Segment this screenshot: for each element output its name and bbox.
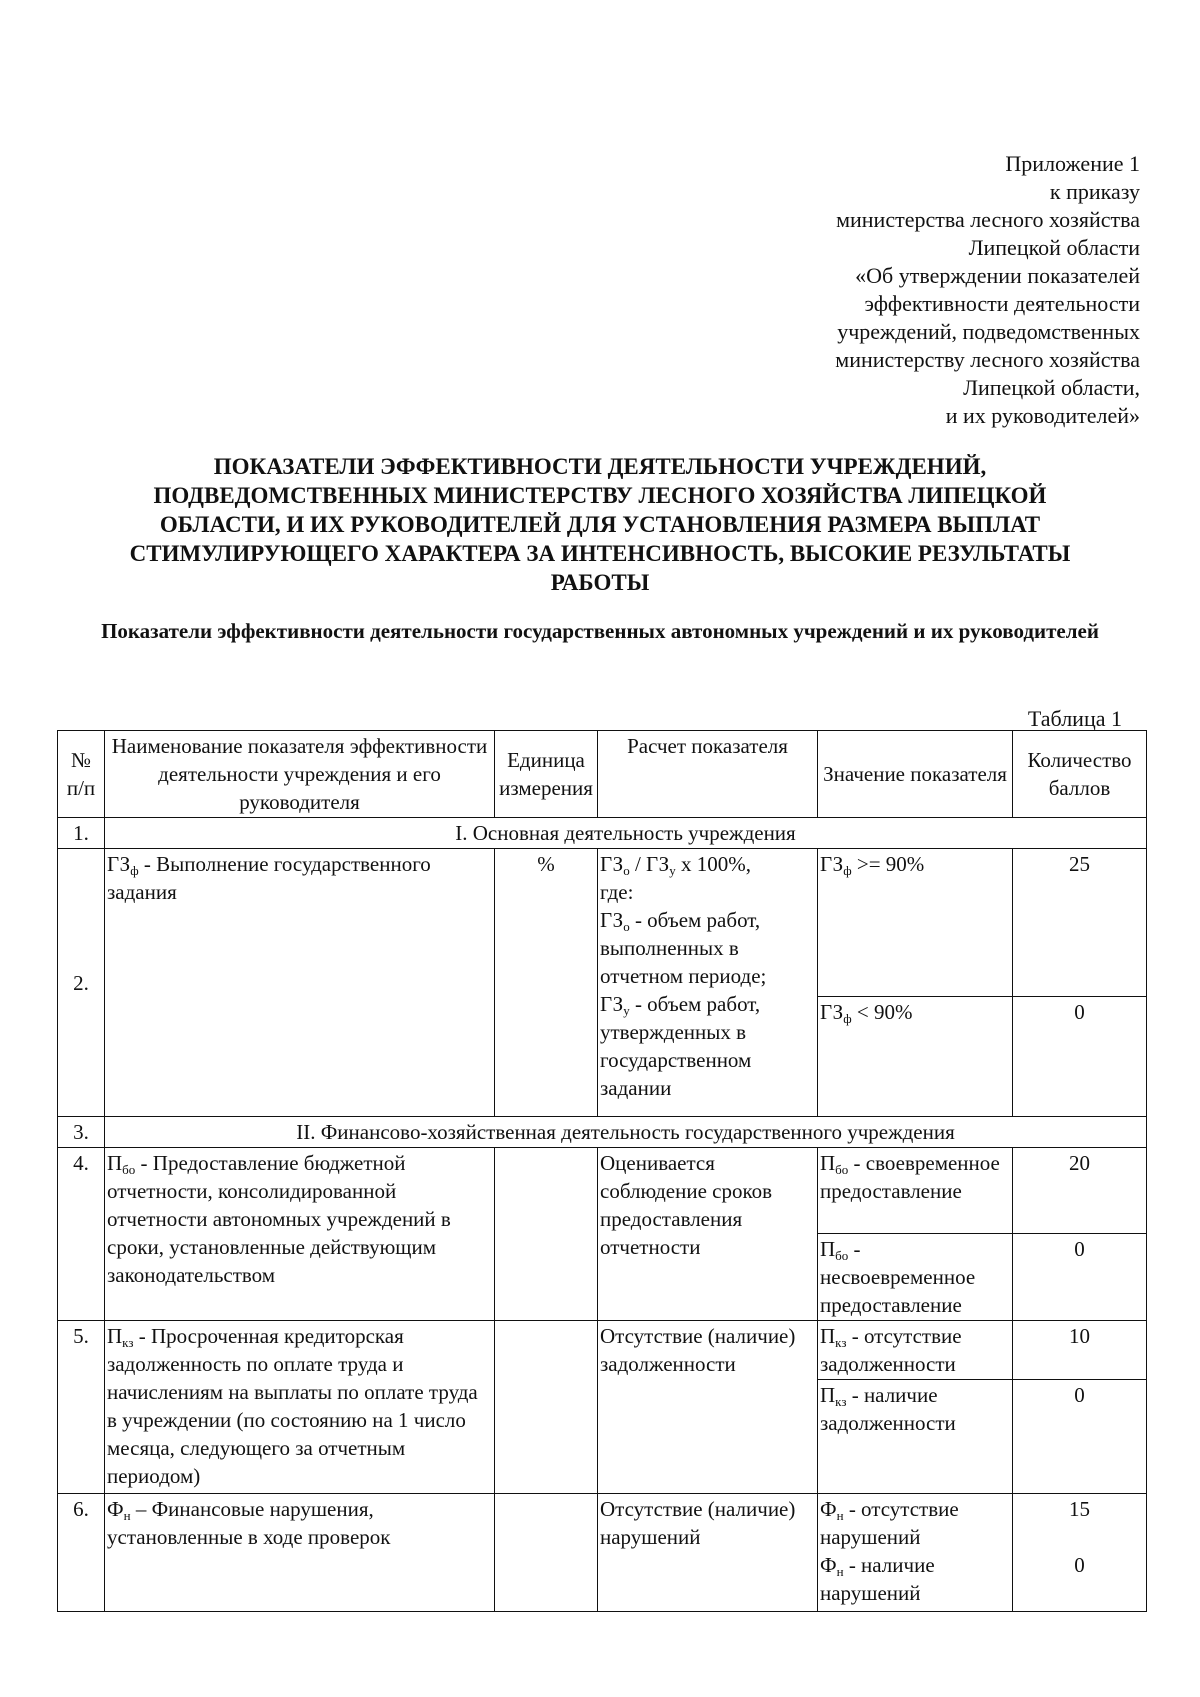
row-num: 5. bbox=[58, 1321, 105, 1494]
value-subscript: ф bbox=[843, 1011, 852, 1026]
document-subtitle: Показатели эффективности деятельности государственных автономных учреждений и их руководителей bbox=[101, 619, 1099, 643]
formula-sub: о bbox=[623, 919, 630, 934]
table-row bbox=[58, 1321, 1147, 1380]
value-symbol: П bbox=[820, 1383, 836, 1407]
appendix-line: Приложение 1 bbox=[1005, 151, 1140, 176]
formula-part: / ГЗ bbox=[629, 852, 670, 876]
header-num: № п/п bbox=[58, 731, 105, 818]
unit-cell: % bbox=[495, 849, 598, 1117]
row-num: 4. bbox=[58, 1148, 105, 1321]
formula-def bbox=[600, 906, 815, 990]
row-num: 1. bbox=[58, 818, 105, 849]
header-name: Наименование показателя эффективности деятельности учреждения и его руководителя bbox=[105, 731, 495, 818]
formula-part: х 100%, bbox=[675, 852, 751, 876]
appendix-line: министерству лесного хозяйства bbox=[835, 347, 1140, 372]
row-num: 2. bbox=[58, 849, 105, 1117]
score-cell: 20 bbox=[1013, 1148, 1147, 1234]
calc-cell: Отсутствие (наличие) задолженности bbox=[598, 1321, 818, 1494]
header-value: Значение показателя bbox=[818, 731, 1013, 818]
indicator-subscript: бо bbox=[122, 1162, 136, 1177]
value-line bbox=[820, 1495, 1010, 1551]
score-cell bbox=[1013, 1494, 1147, 1612]
score-cell: 25 bbox=[1013, 849, 1147, 997]
value-cell bbox=[818, 997, 1013, 1117]
appendix-line: министерства лесного хозяйства bbox=[836, 207, 1140, 232]
value-cell bbox=[818, 1321, 1013, 1380]
value-text: - отсутствие задолженности bbox=[820, 1324, 962, 1376]
formula-part: ГЗ bbox=[600, 992, 624, 1016]
appendix-block bbox=[580, 150, 1140, 430]
indicator-text: - Просроченная кредиторская задолженность по оплате труда и начислениям на выплаты по оплате труда в учреждении (по состоянию на 1 число месяца, следующего за отчетным периодом) bbox=[107, 1324, 478, 1488]
table-row bbox=[58, 1117, 1147, 1148]
value-symbol: Ф bbox=[820, 1553, 837, 1577]
value-subscript: н bbox=[836, 1564, 844, 1579]
value-subscript: бо bbox=[835, 1248, 849, 1263]
value-subscript: бо bbox=[835, 1162, 849, 1177]
value-text: - отсутствие нарушений bbox=[820, 1497, 959, 1549]
value-cell bbox=[818, 1380, 1013, 1494]
formula-part: - объем работ, выполненных в отчетном периоде; bbox=[600, 908, 767, 988]
formula-sub: о bbox=[623, 863, 630, 878]
value-cell bbox=[818, 1234, 1013, 1321]
unit-cell bbox=[495, 1494, 598, 1612]
section-title: II. Финансово-хозяйственная деятельность государственного учреждения bbox=[105, 1117, 1147, 1148]
value-line bbox=[820, 1551, 1010, 1607]
value-subscript: ф bbox=[843, 863, 852, 878]
value-text: - наличие нарушений bbox=[820, 1553, 935, 1605]
indicator-subscript: ф bbox=[130, 863, 139, 878]
score-cell: 0 bbox=[1013, 1380, 1147, 1494]
value-subscript: кз bbox=[835, 1335, 847, 1350]
formula-sub: у bbox=[669, 863, 676, 878]
formula-sub: у bbox=[623, 1003, 630, 1018]
value-text: - несвоевременное предоставление bbox=[820, 1237, 976, 1317]
header-calc: Расчет показателя bbox=[598, 731, 818, 818]
indicator-symbol: П bbox=[107, 1151, 123, 1175]
value-symbol: П bbox=[820, 1237, 836, 1261]
value-symbol: ГЗ bbox=[820, 1000, 844, 1024]
score-line: 0 bbox=[1074, 1553, 1085, 1577]
indicator-name bbox=[105, 1321, 495, 1494]
indicator-symbol: Ф bbox=[107, 1497, 124, 1521]
calc-cell: Отсутствие (наличие) нарушений bbox=[598, 1494, 818, 1612]
indicator-name bbox=[105, 849, 495, 1117]
indicator-name bbox=[105, 1148, 495, 1321]
score-cell: 0 bbox=[1013, 1234, 1147, 1321]
document-title: ПОКАЗАТЕЛИ ЭФФЕКТИВНОСТИ ДЕЯТЕЛЬНОСТИ УЧРЕЖДЕНИЙ, ПОДВЕДОМСТВЕННЫХ МИНИСТЕРСТВУ ЛЕСНОГО ХОЗЯЙСТВА ЛИПЕЦКОЙ ОБЛАСТИ, И ИХ РУКОВОДИТЕЛЕЙ ДЛЯ УСТАНОВЛЕНИЯ РАЗМЕРА ВЫПЛАТ СТИМУЛИРУЮЩЕГО ХАРАКТЕРА ЗА ИНТЕНСИВНОСТЬ, ВЫСОКИЕ РЕЗУЛЬТАТЫ РАБОТЫ bbox=[129, 454, 1071, 595]
appendix-line: и их руководителей» bbox=[945, 403, 1140, 428]
unit-cell bbox=[495, 1148, 598, 1321]
appendix-line: Липецкой области bbox=[968, 235, 1140, 260]
indicator-symbol: ГЗ bbox=[107, 852, 131, 876]
table-row bbox=[58, 1148, 1147, 1234]
indicator-symbol: П bbox=[107, 1324, 123, 1348]
row-num: 3. bbox=[58, 1117, 105, 1148]
value-cell bbox=[818, 849, 1013, 997]
value-symbol: ГЗ bbox=[820, 852, 844, 876]
appendix-line: к приказу bbox=[1049, 179, 1140, 204]
table-row bbox=[58, 849, 1147, 997]
score-cell: 10 bbox=[1013, 1321, 1147, 1380]
value-symbol: Ф bbox=[820, 1497, 837, 1521]
formula-part: ГЗ bbox=[600, 852, 624, 876]
value-symbol: П bbox=[820, 1151, 836, 1175]
formula bbox=[600, 850, 815, 878]
formula-where: где: bbox=[600, 880, 634, 904]
formula-part: ГЗ bbox=[600, 908, 624, 932]
section-title: I. Основная деятельность учреждения bbox=[105, 818, 1147, 849]
value-symbol: П bbox=[820, 1324, 836, 1348]
indicator-text: - Предоставление бюджетной отчетности, консолидированной отчетности автономных учреждений в сроки, установленные действующим законодательством bbox=[107, 1151, 451, 1287]
header-score: Количество баллов bbox=[1013, 731, 1147, 818]
value-text: >= 90% bbox=[851, 852, 925, 876]
row-num: 6. bbox=[58, 1494, 105, 1612]
value-cell bbox=[818, 1494, 1013, 1612]
appendix-line: учреждений, подведомственных bbox=[837, 319, 1140, 344]
indicator-text: – Финансовые нарушения, установленные в ходе проверок bbox=[107, 1497, 391, 1549]
table-row bbox=[58, 818, 1147, 849]
header-unit: Единица измерения bbox=[495, 731, 598, 818]
formula-part: - объем работ, утвержденных в государственном задании bbox=[600, 992, 761, 1100]
score-cell: 0 bbox=[1013, 997, 1147, 1117]
unit-cell bbox=[495, 1321, 598, 1494]
value-cell bbox=[818, 1148, 1013, 1234]
value-subscript: кз bbox=[835, 1394, 847, 1409]
appendix-line: Липецкой области, bbox=[963, 375, 1140, 400]
appendix-line: эффективности деятельности bbox=[864, 291, 1140, 316]
indicator-name bbox=[105, 1494, 495, 1612]
value-text: - наличие задолженности bbox=[820, 1383, 956, 1435]
indicator-subscript: кз bbox=[122, 1335, 134, 1350]
table-caption: Таблица 1 bbox=[1027, 706, 1122, 731]
score-line: 15 bbox=[1069, 1497, 1090, 1521]
value-subscript: н bbox=[836, 1508, 844, 1523]
table-header-row bbox=[58, 731, 1147, 818]
formula-def bbox=[600, 990, 815, 1102]
calc-cell: Оценивается соблюдение сроков предоставления отчетности bbox=[598, 1148, 818, 1321]
table-row bbox=[58, 1494, 1147, 1612]
indicators-table bbox=[57, 730, 1147, 1612]
value-text: < 90% bbox=[851, 1000, 913, 1024]
calc-cell bbox=[598, 849, 818, 1117]
appendix-line: «Об утверждении показателей bbox=[855, 263, 1140, 288]
indicator-subscript: н bbox=[123, 1508, 131, 1523]
value-text: - своевременное предоставление bbox=[820, 1151, 1000, 1203]
indicator-text: - Выполнение государственного задания bbox=[107, 852, 431, 904]
